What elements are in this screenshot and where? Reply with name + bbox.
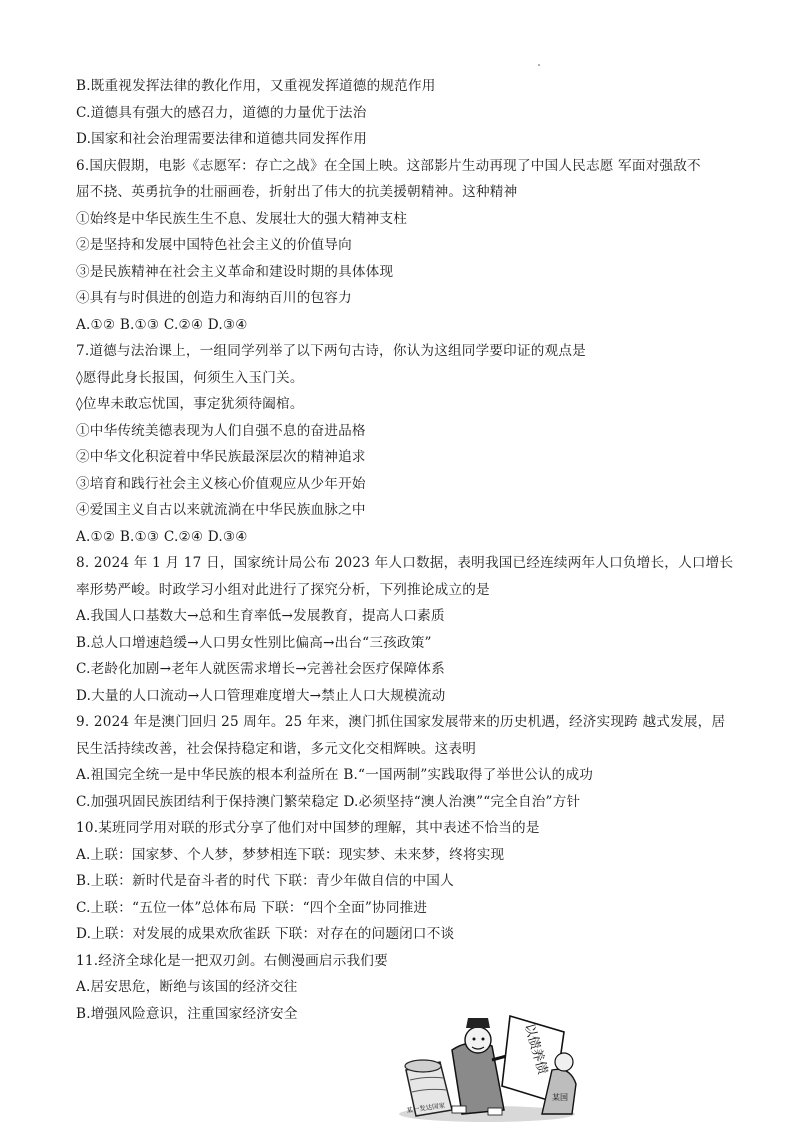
cartoon-sign-text: 以债养债: [520, 1021, 550, 1077]
text-line: 9. 2024 年是澳门回归 25 周年。25 年来，澳门抓住国家发展带来的历史机遇，经济实现跨 越式发展，居: [76, 714, 726, 730]
text-line: B.上联：新时代是奋斗者的时代 下联：青少年做自信的中国人: [76, 873, 454, 889]
text-line: B.总人口增速趋缓→人口男女性别比偏高→出台“三孩政策”: [76, 634, 432, 651]
cartoon-side-text: 某国: [552, 1093, 568, 1102]
text-line: 屈不挠、英勇抗争的壮丽画卷，折射出了伟大的抗美援朝精神。这种精神: [76, 184, 518, 200]
text-line: A.①② B.①③ C.②④ D.③④: [76, 528, 248, 545]
text-line: D.上联：对发展的成果欢欣雀跃 下联：对存在的问题闭口不谈: [76, 926, 455, 942]
text-line: 6.国庆假期，电影《志愿军：存亡之战》在全国上映。这部影片生动再现了中国人民志愿 军面对强敌不: [76, 157, 701, 174]
text-line: ②是坚持和发展中国特色社会主义的价值导向: [76, 237, 352, 253]
text-line: 民生活持续改善，社会保持稳定和谐，多元文化交相辉映。这表明: [76, 740, 477, 757]
text-line: C.道德具有强大的感召力，道德的力量优于法治: [76, 104, 367, 121]
text-line: B.增强风险意识，注重国家经济安全: [76, 1005, 298, 1022]
text-line: 11.经济全球化是一把双刃剑。右侧漫画启示我们要: [76, 952, 388, 969]
text-line: ①中华传统美德表现为人们自强不息的奋进品格: [76, 422, 366, 439]
text-line: ◊位卑未敢忘忧国，事定犹须待阖棺。: [76, 396, 304, 412]
text-line: A.祖国完全统一是中华民族的根本利益所在 B.“一国两制”实践取得了举世公认的成功: [76, 767, 594, 783]
text-line: A.我国人口基数大→总和生育率低→发展教育，提高人口素质: [76, 608, 445, 624]
text-line: ④具有与时俱进的创造力和海纳百川的包容力: [76, 290, 352, 306]
text-line: 8. 2024 年 1 月 17 日，国家统计局公布 2023 年人口数据，表明我国已经连续两年人口负增长，人口增长: [76, 555, 734, 571]
text-line: D.国家和社会治理需要法律和道德共同发挥作用: [76, 131, 368, 147]
text-line: A.上联：国家梦、个人梦，梦梦相连下联：现实梦、未来梦，终将实现: [76, 846, 505, 863]
text-line: 7.道德与法治课上，一组同学列举了以下两句古诗，你认为这组同学要印证的观点是: [76, 343, 586, 359]
text-line: 10.某班同学用对联的形式分享了他们对中国梦的理解，其中表述不恰当的是: [76, 820, 540, 836]
text-line: ③是民族精神在社会主义革命和建设时期的具体体现: [76, 263, 394, 280]
text-line: C.老龄化加剧→老年人就医需求增长→完善社会医疗保障体系: [76, 661, 445, 677]
text-line: B.既重视发挥法律的教化作用，又重视发挥道德的规范作用: [76, 78, 436, 94]
cartoon-illustration: [392, 1010, 582, 1122]
text-line: D.大量的人口流动→人口管理难度增大→禁止人口大规模流动: [76, 687, 446, 704]
text-line: A.居安思危，断绝与该国的经济交往: [76, 979, 298, 995]
cartoon-bottom-text: 某一发达国家: [405, 1101, 446, 1115]
text-line: C.加强巩固民族团结利于保持澳门繁荣稳定 D.必须坚持“澳人治澳”“完全自治”方针: [76, 793, 581, 810]
text-line: ◊愿得此身长报国，何须生入玉门关。: [76, 369, 304, 386]
text-line: ③培育和践行社会主义核心价值观应从少年开始: [76, 475, 366, 492]
text-line: ②中华文化积淀着中华民族最深层次的精神追求: [76, 449, 366, 465]
scan-speck: [538, 64, 540, 66]
text-line: C.上联：“五位一体”总体布局 下联：“四个全面”协同推进: [76, 899, 428, 916]
text-line: 率形势严峻。时政学习小组对此进行了探究分析，下列推论成立的是: [76, 581, 490, 598]
text-line: A.①② B.①③ C.②④ D.③④: [76, 316, 248, 333]
text-line: ①始终是中华民族生生不息、发展壮大的强大精神支柱: [76, 210, 408, 227]
text-line: ④爱国主义自古以来就流淌在中华民族血脉之中: [76, 502, 366, 518]
